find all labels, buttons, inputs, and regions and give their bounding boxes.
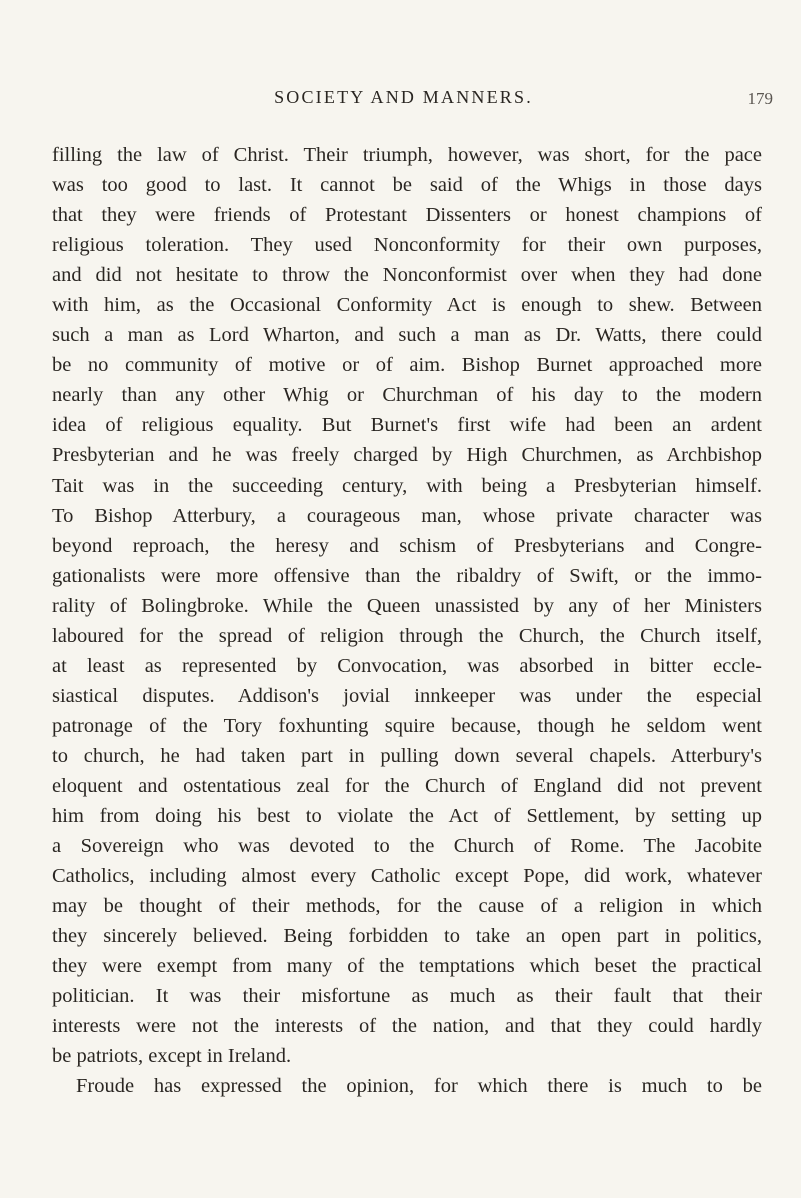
text-line: they were exempt from many of the temptations which beset the practical <box>52 955 762 978</box>
text-line-paragraph-start: Froude has expressed the opinion, for which there is much to be <box>76 1075 762 1098</box>
text-line: patronage of the Tory foxhunting squire because, though he seldom went <box>52 714 762 737</box>
text-line-paragraph-end: be patriots, except in Ireland. <box>52 1045 292 1068</box>
text-line: To Bishop Atterbury, a courageous man, whose private character was <box>52 504 762 527</box>
text-line: Catholics, including almost every Catholic except Pope, did work, whatever <box>52 865 762 888</box>
text-line: filling the law of Christ. Their triumph, however, was short, for the pace <box>52 144 762 166</box>
text-line: gationalists were more offensive than the ribaldry of Swift, or the immo- <box>52 564 762 587</box>
text-line: religious toleration. They used Nonconformity for their own purposes, <box>52 234 762 257</box>
text-line: rality of Bolingbroke. While the Queen unassisted by any of her Ministers <box>52 594 762 617</box>
page-number: 179 <box>747 89 773 108</box>
text-line: a Sovereign who was devoted to the Church of Rome. The Jacobite <box>52 835 762 858</box>
text-line: idea of religious equality. But Burnet's first wife had been an ardent <box>52 414 762 437</box>
text-line: may be thought of their methods, for the cause of a religion in which <box>52 895 762 918</box>
text-line: siastical disputes. Addison's jovial innkeeper was under the especial <box>52 684 762 707</box>
text-line: eloquent and ostentatious zeal for the Church of England did not prevent <box>52 774 762 797</box>
text-line: at least as represented by Convocation, was absorbed in bitter eccle- <box>52 654 762 677</box>
text-line: politician. It was their misfortune as much as their fault that their <box>52 985 762 1008</box>
text-line: him from doing his best to violate the Act of Settlement, by setting up <box>52 805 762 828</box>
text-line: laboured for the spread of religion through the Church, the Church itself, <box>52 624 762 647</box>
body-text <box>52 140 762 1102</box>
text-line: was too good to last. It cannot be said of the Whigs in those days <box>52 174 762 197</box>
text-line: they sincerely believed. Being forbidden to take an open part in politics, <box>52 925 762 948</box>
page-header <box>0 87 801 113</box>
running-title: SOCIETY AND MANNERS. <box>274 87 533 107</box>
text-line: to church, he had taken part in pulling down several chapels. Atterbury's <box>52 744 762 767</box>
text-line: such a man as Lord Wharton, and such a man as Dr. Watts, there could <box>52 324 762 347</box>
text-line: interests were not the interests of the nation, and that they could hardly <box>52 1015 762 1038</box>
text-line: and did not hesitate to throw the Nonconformist over when they had done <box>52 264 762 287</box>
text-line: be no community of motive or of aim. Bishop Burnet approached more <box>52 354 762 377</box>
text-line: Tait was in the succeeding century, with being a Presbyterian himself. <box>52 474 762 497</box>
text-line: beyond reproach, the heresy and schism of Presbyterians and Congre- <box>52 534 762 557</box>
text-line: nearly than any other Whig or Churchman of his day to the modern <box>52 384 762 407</box>
text-line: that they were friends of Protestant Dissenters or honest champions of <box>52 204 762 227</box>
text-line: Presbyterian and he was freely charged by High Churchmen, as Archbishop <box>52 444 762 467</box>
text-line: with him, as the Occasional Conformity Act is enough to shew. Between <box>52 294 762 317</box>
